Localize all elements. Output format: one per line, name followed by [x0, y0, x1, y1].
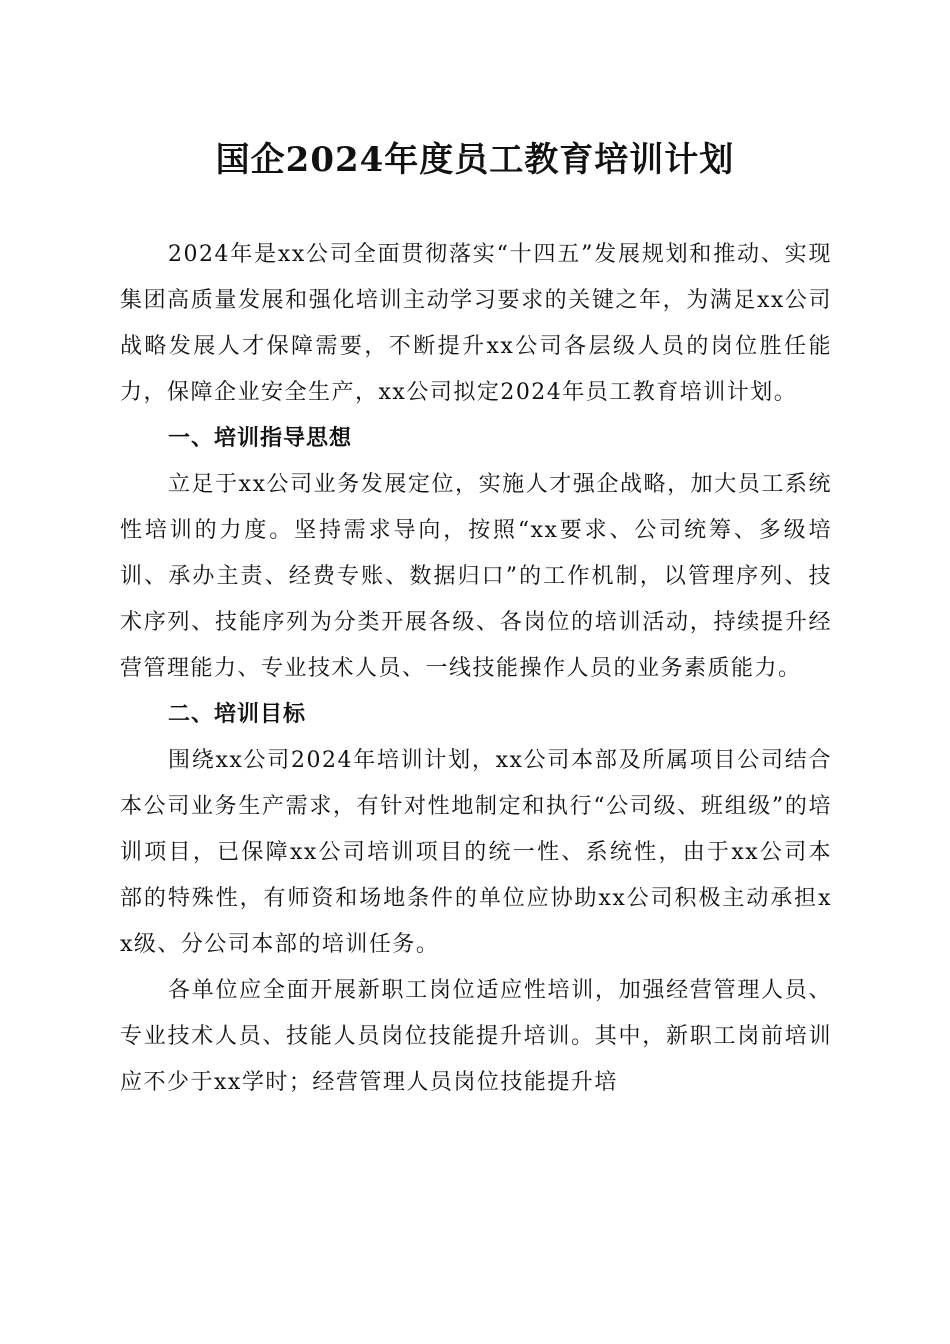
section-heading-guiding-ideology: 一、培训指导思想	[168, 426, 353, 451]
training-goals-paragraph-1: 围绕xx公司2024年培训计划，xx公司本部及所属项目公司结合本公司业务生产需求，有针对性地制定和执行“公司级、班组级”的培训项目，已保障xx公司培训项目的统一性、系统性，由于xx公司本部的特殊性，有师资和场地条件的单位应协助xx公司积极主动承担xx级、分公司本部的培训任务。	[120, 748, 832, 957]
document-title: 国企2024年度员工教育培训计划	[215, 140, 735, 180]
section-heading-training-goals: 二、培训目标	[168, 702, 307, 727]
training-goals-paragraph-2: 各单位应全面开展新职工岗位适应性培训，加强经营管理人员、专业技术人员、技能人员岗位技能提升培训。其中，新职工岗前培训应不少于xx学时；经营管理人员岗位技能提升培	[120, 978, 832, 1095]
intro-paragraph: 2024年是xx公司全面贯彻落实“十四五”发展规划和推动、实现集团高质量发展和强化培训主动学习要求的关键之年，为满足xx公司战略发展人才保障需要，不断提升xx公司各层级人员的岗位胜任能力，保障企业安全生产，xx公司拟定2024年员工教育培训计划。	[120, 242, 832, 405]
document-body	[120, 232, 832, 1106]
guiding-ideology-paragraph: 立足于xx公司业务发展定位，实施人才强企战略，加大员工系统性培训的力度。坚持需求导向，按照“xx要求、公司统筹、多级培训、承办主责、经费专账、数据归口”的工作机制，以管理序列、技术序列、技能序列为分类开展各级、各岗位的培训活动，持续提升经营管理能力、专业技术人员、一线技能操作人员的业务素质能力。	[120, 472, 832, 681]
